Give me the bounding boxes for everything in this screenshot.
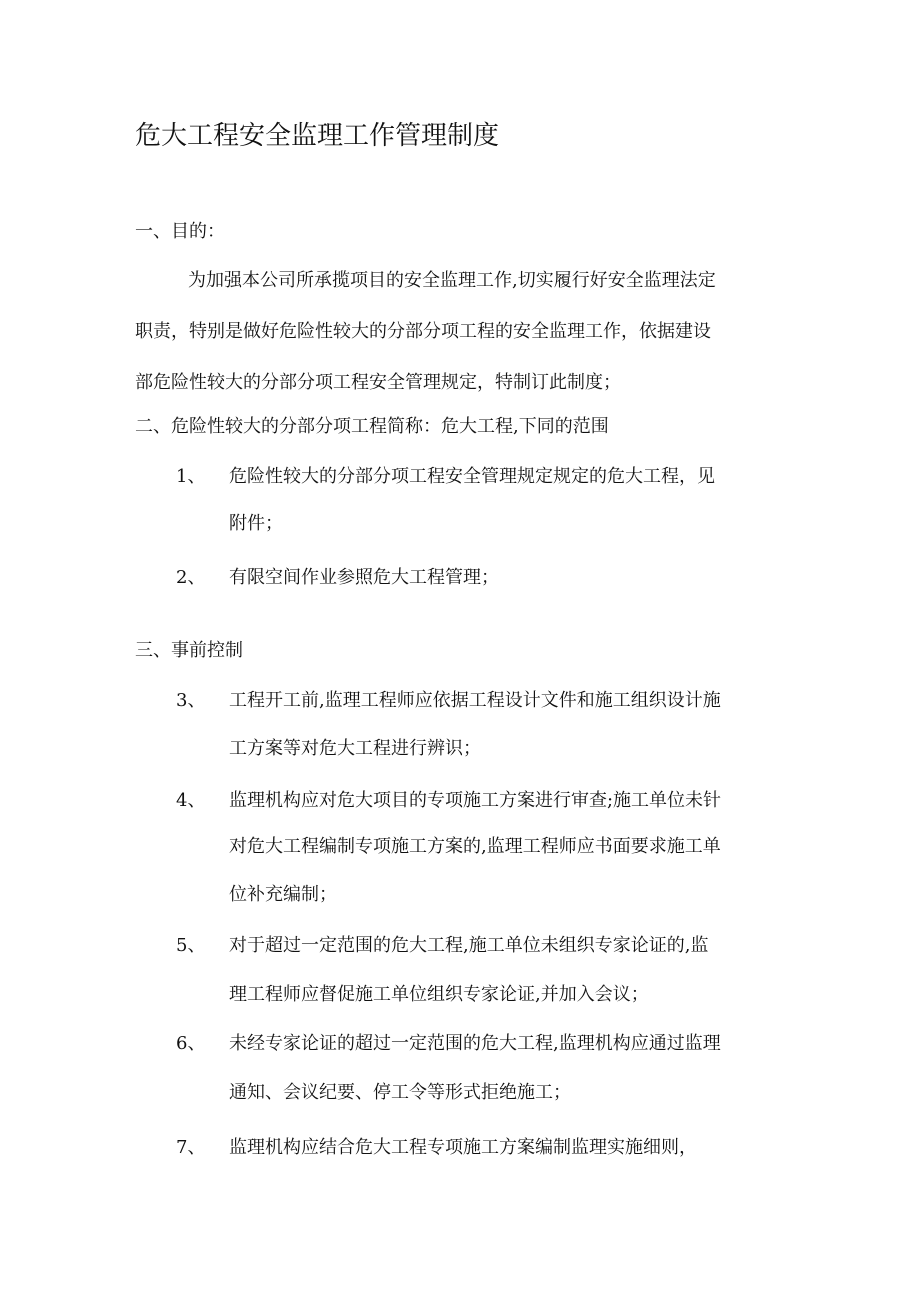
section-1-paragraph-line-1: 为加强本公司所承揽项目的安全监理工作,切实履行好安全监理法定 <box>188 270 716 291</box>
section-2-heading: 二、危险性较大的分部分项工程简称：危大工程,下同的范围 <box>135 416 609 437</box>
item-2-line-1: 有限空间作业参照危大工程管理； <box>229 567 499 588</box>
item-5-number: 5、 <box>176 935 206 956</box>
item-4-number: 4、 <box>176 790 206 811</box>
item-4-line-3: 位补充编制； <box>229 884 337 905</box>
item-7-number: 7、 <box>176 1137 206 1158</box>
item-6-line-1: 未经专家论证的超过一定范围的危大工程,监理机构应通过监理 <box>229 1033 721 1054</box>
document-title: 危大工程安全监理工作管理制度 <box>135 121 500 151</box>
item-3-line-2: 工方案等对危大工程进行辨识； <box>229 738 481 759</box>
section-1-paragraph-line-2: 职责，特别是做好危险性较大的分部分项工程的安全监理工作，依据建设 <box>135 321 711 342</box>
item-1-number: 1、 <box>176 466 206 487</box>
item-3-line-1: 工程开工前,监理工程师应依据工程设计文件和施工组织设计施 <box>229 690 721 711</box>
item-5-line-2: 理工程师应督促施工单位组织专家论证,并加入会议； <box>229 984 649 1005</box>
item-4-line-2: 对危大工程编制专项施工方案的,监理工程师应书面要求施工单 <box>229 836 721 857</box>
item-5-line-1: 对于超过一定范围的危大工程,施工单位未组织专家论证的,监 <box>229 935 709 956</box>
item-3-number: 3、 <box>176 690 206 711</box>
section-3-heading: 三、事前控制 <box>135 640 243 661</box>
item-4-line-1: 监理机构应对危大项目的专项施工方案进行审查;施工单位未针 <box>229 790 722 811</box>
section-1-heading: 一、目的： <box>135 221 225 242</box>
item-1-line-1: 危险性较大的分部分项工程安全管理规定规定的危大工程，见 <box>229 466 715 487</box>
item-1-line-2: 附件； <box>229 513 283 534</box>
item-2-number: 2、 <box>176 567 206 588</box>
item-6-line-2: 通知、会议纪要、停工令等形式拒绝施工； <box>229 1082 571 1103</box>
item-7-line-1: 监理机构应结合危大工程专项施工方案编制监理实施细则， <box>229 1137 697 1158</box>
item-6-number: 6、 <box>176 1033 206 1054</box>
section-1-paragraph-line-3: 部危险性较大的分部分项工程安全管理规定，特制订此制度； <box>135 372 621 393</box>
